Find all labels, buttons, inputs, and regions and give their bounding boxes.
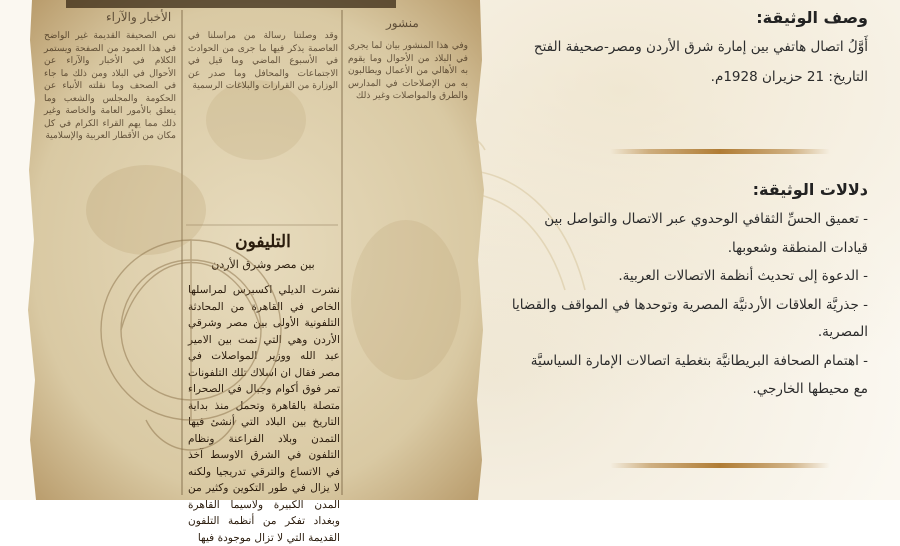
document-description-title: وصف الوثيقة: bbox=[756, 8, 868, 27]
description-panel bbox=[492, 0, 868, 500]
significance-line-1: - تعميق الحسِّ الثقافي الوحدوي عبر الاتصال والتواصل بين bbox=[544, 211, 868, 227]
significance-line-3: - الدعوة إلى تحديث أنظمة الاتصالات العربية. bbox=[618, 268, 868, 284]
document-date-line: التاريخ: 21 حزيران 1928م. bbox=[710, 69, 868, 85]
newspaper-scan bbox=[26, 0, 486, 544]
gold-divider-bottom bbox=[610, 463, 830, 468]
column-heading-news: الأخبار والآراء bbox=[106, 10, 172, 24]
faded-column-middle: وقد وصلتنا رسالة من مراسلنا في العاصمة يذكر فيها ما جرى من الحوادث في الأسبوع الماضي وما قيل في الاجتماعات والمحافل وما صدر عن الوزارة من القرارات والبلاغات الرسمية bbox=[188, 31, 338, 91]
significance-line-5: المصرية. bbox=[817, 324, 868, 340]
faded-column-left: نص الصحيفة القديمة غير الواضح في هذا العمود من الصفحة ويستمر الكلام في الأخبار والآراء عن الأحوال في البلاد ومن ذلك ما جاء في الصحف وما نقلته الأنباء عن الحكومة والمجلس والشعب وما يتعلق بالأمور العامة والخاصة وغير ذلك مما يهم القراء الكرام في كل مكان من الأقطار العربية والإسلامية bbox=[44, 31, 176, 141]
faded-column-right: وفي هذا المنشور بيان لما يجري في البلاد من الأحوال وما يقوم به الأهالي من الأعمال ويطالبون به من الإصلاحات في المدارس والطرق والمواصلات وغير ذلك bbox=[348, 41, 468, 101]
significance-line-4: - جذريَّة العلاقات الأردنيَّة المصرية وتوحدها في المواقف والقضايا bbox=[511, 297, 868, 313]
significance-line-7: مع محيطها الخارجي. bbox=[752, 381, 868, 397]
article-title: التليفون bbox=[235, 232, 291, 252]
article-body: نشرت الديلي اكسبرس لمراسلها الخاص في القاهرة من المحادثة التلفونية الأولى بين مصر وشرقي الأردن وهي التي تمت بين الامير عبد الله ووزير المواصلات في مصر فقال ان اسلاك تلك التلفونات تمر فوق أكوام وجبال في الصحراء متصلة بالقاهرة وتحمل منذ بداية التاريخ بين البلاد التي أنشئ فيها التمدن وبلاد الفراعنة ونظام التلفون في الشرق الاوسط آخذ في الاتساع والترقي تدريجيا ولكنه لا يزال في طور التكوين وكثير من المدن الكبيرة ولاسيما القاهرة وبغداد تفكر من أنظمة التلفون القديمة التي لا تزال موجودة فيها bbox=[188, 284, 340, 544]
column-heading-notice: منشور bbox=[386, 16, 419, 30]
article-subtitle: بين مصر وشرق الأردن bbox=[211, 258, 315, 271]
document-significance-title: دلالات الوثيقة: bbox=[752, 180, 868, 199]
newspaper-emblem-watermark bbox=[86, 180, 296, 490]
significance-line-2: قيادات المنطقة وشعوبها. bbox=[727, 240, 868, 256]
significance-line-6: - اهتمام الصحافة البريطانيَّة بتغطية اتصالات الإمارة السياسيَّة bbox=[530, 353, 868, 369]
gold-divider-top bbox=[610, 149, 830, 154]
document-description-line: أَوَّلُ اتصال هاتفي بين إمارة شرق الأردن ومصر-صحيفة الفتح bbox=[533, 39, 868, 55]
